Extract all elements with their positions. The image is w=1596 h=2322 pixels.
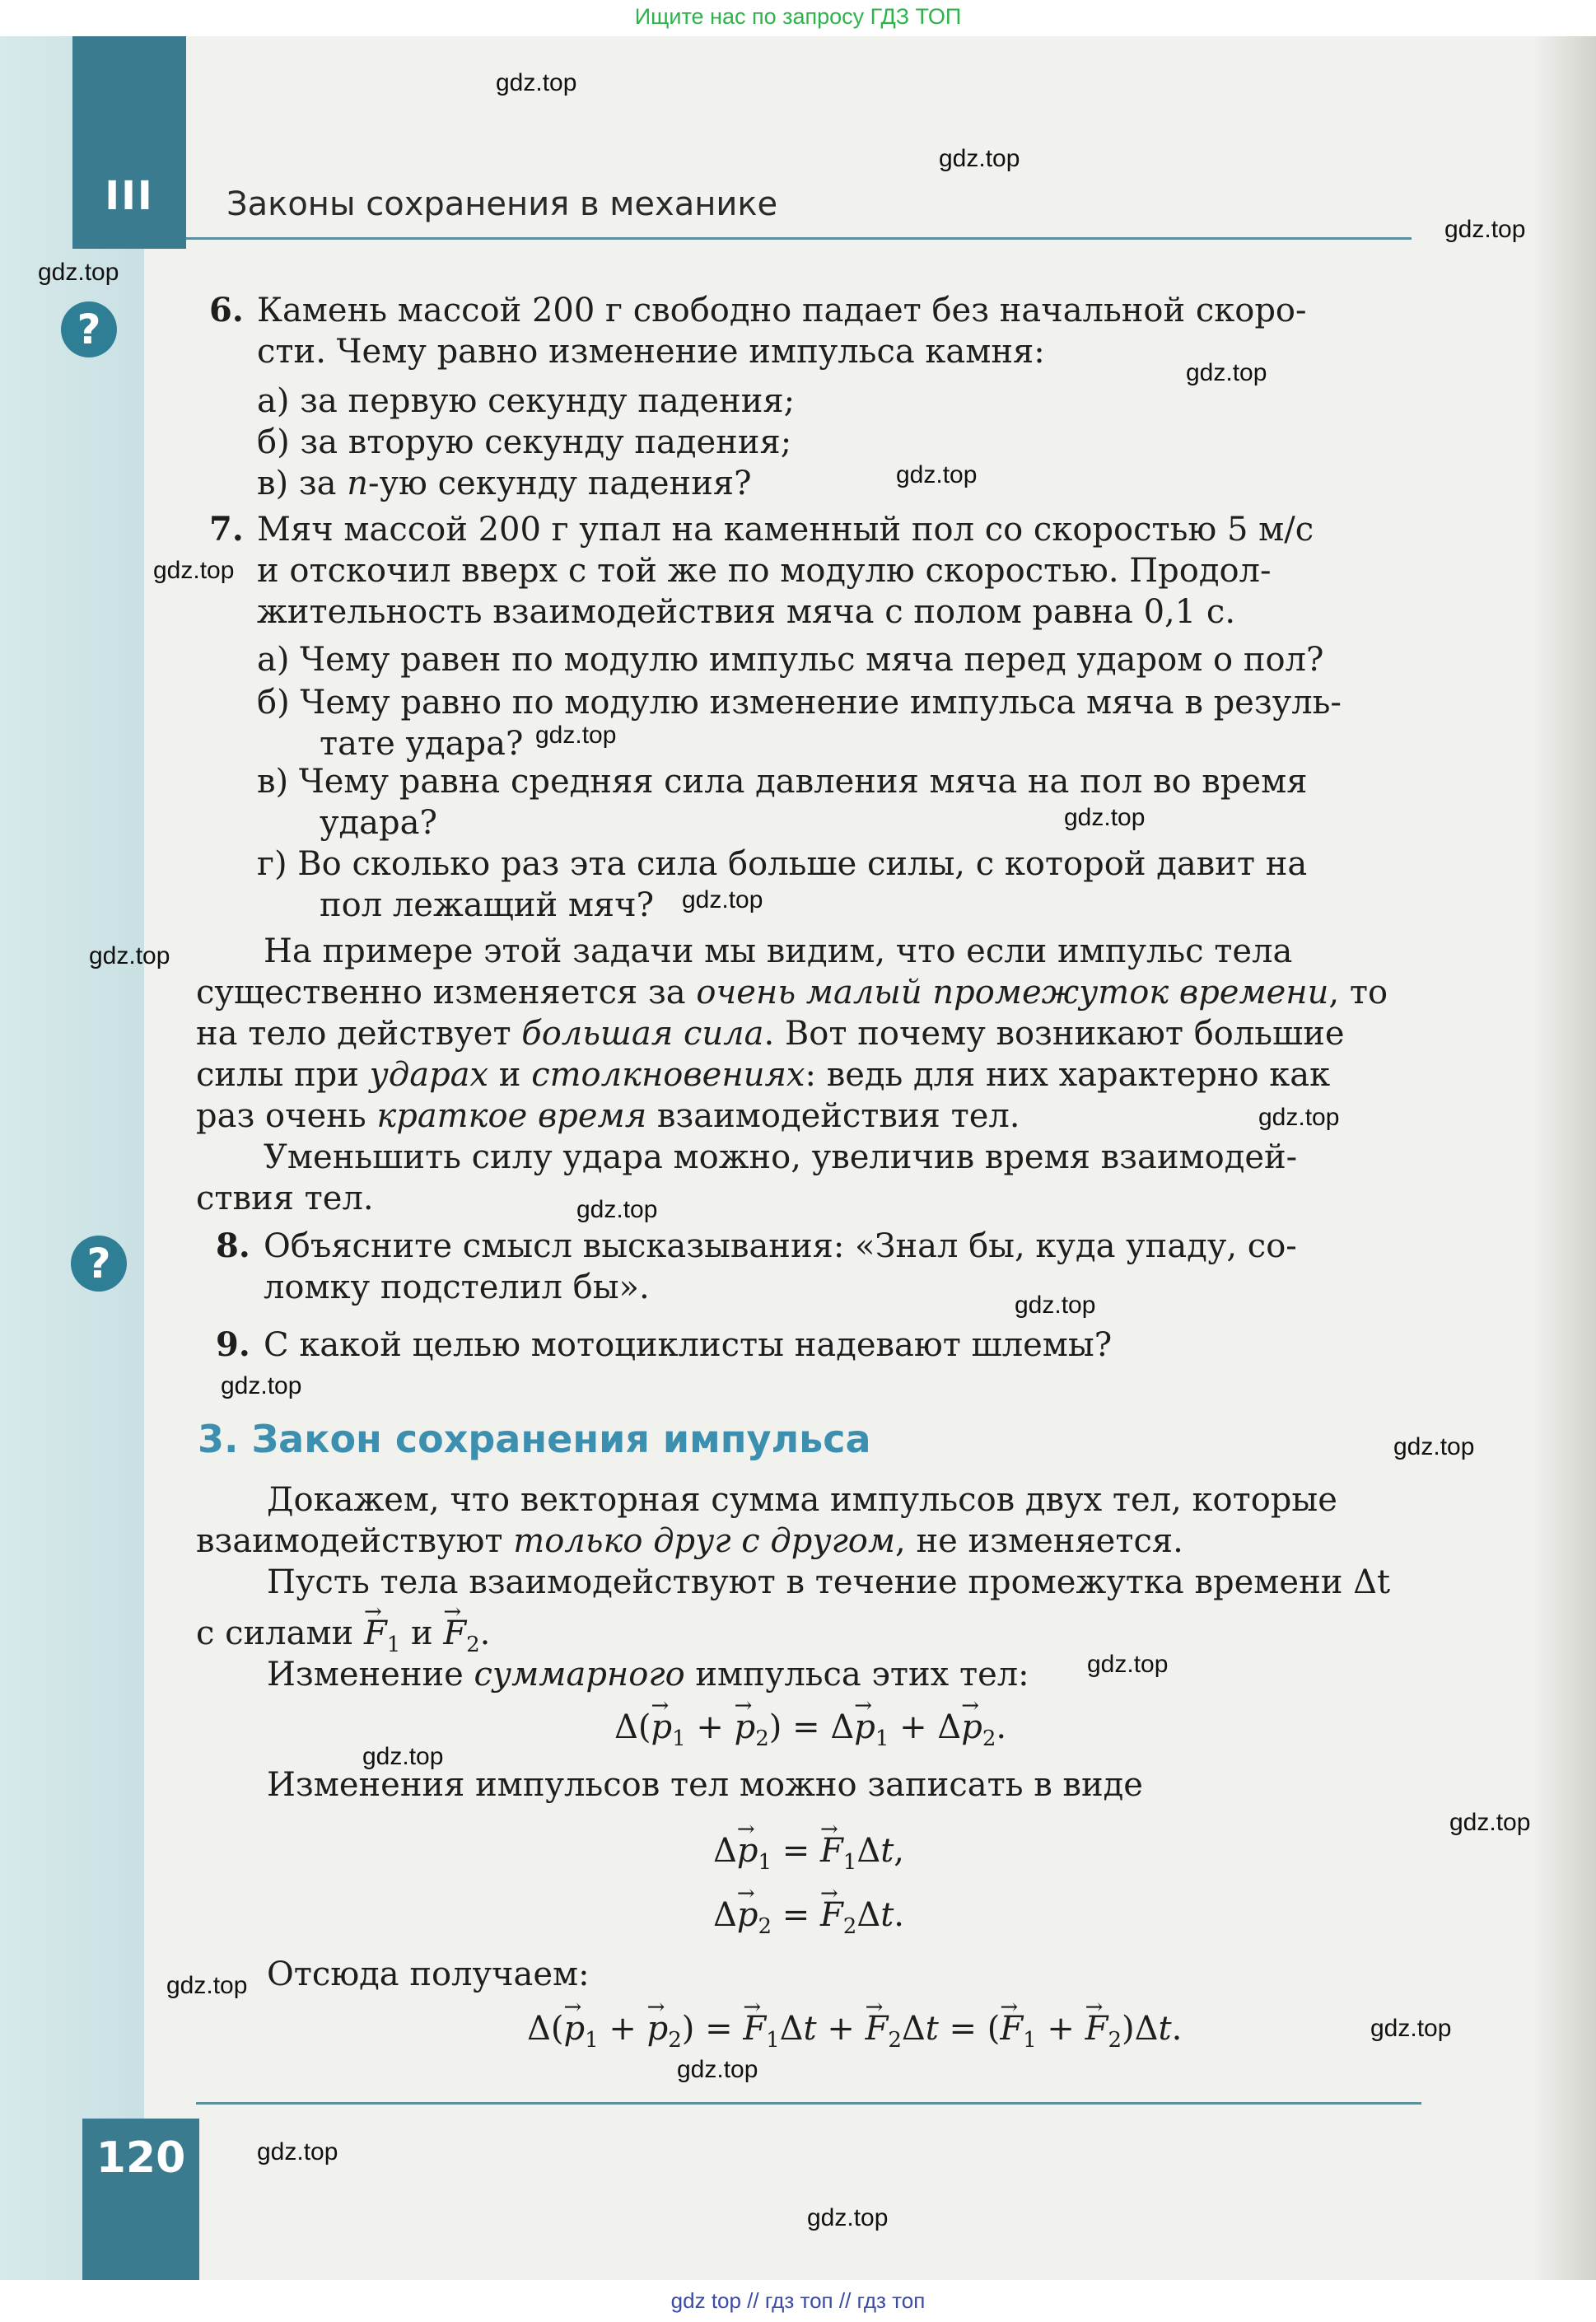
watermark: gdz.top: [677, 2056, 758, 2083]
question-icon: ?: [71, 1236, 127, 1292]
text-line: в) за n-ую секунду падения?: [257, 465, 752, 502]
formula: $\Delta\to p_1$ = → $F_1\Delta t$,: [713, 1830, 904, 1883]
chapter-number: III: [105, 173, 154, 219]
top-banner: Ищите нас по запросу ГДЗ ТОП: [634, 4, 962, 29]
watermark: gdz.top: [1087, 1651, 1169, 1678]
watermark: gdz.top: [896, 461, 978, 488]
text-line: существенно изменяется за очень малый промежуток времени, то: [196, 974, 1388, 1011]
bottom-banner: gdz top // гдз топ // гдз топ: [670, 2288, 926, 2313]
watermark: gdz.top: [807, 2204, 889, 2231]
text-line: б) за вторую секунду падения;: [257, 423, 792, 461]
text-line: Пусть тела взаимодействуют в течение промежутка времени Δt: [267, 1563, 1391, 1601]
question-number: 6.: [209, 291, 244, 329]
text-line: сти. Чему равно изменение импульса камня:: [257, 333, 1045, 371]
page-margin-band: [0, 36, 144, 2280]
text-line: и отскочил вверх с той же по модулю скоростью. Продол-: [257, 552, 1272, 590]
watermark: gdz.top: [535, 722, 617, 749]
watermark: gdz.top: [496, 69, 577, 96]
footer-rule: [196, 2102, 1421, 2105]
text-line: Уменьшить силу удара можно, увеличив время взаимодей-: [264, 1138, 1298, 1176]
header-rule: [186, 237, 1412, 240]
watermark: gdz.top: [1444, 216, 1526, 243]
text-line: удара?: [320, 804, 437, 842]
text-line: Изменение суммарного импульса этих тел:: [267, 1656, 1029, 1694]
section-title: 3. Закон сохранения импульса: [198, 1417, 871, 1461]
text-line: ломку подстелил бы».: [264, 1268, 650, 1306]
text-line: г) Во сколько раз эта сила больше силы, с которой давит на: [257, 845, 1308, 883]
text-line: в) Чему равна средняя сила давления мяча на пол во время: [257, 763, 1308, 801]
watermark: gdz.top: [1449, 1809, 1531, 1836]
watermark: gdz.top: [257, 2138, 338, 2165]
watermark: gdz.top: [1064, 804, 1146, 831]
watermark: gdz.top: [1370, 2015, 1452, 2042]
text-line: С какой целью мотоциклисты надевают шлемы?: [264, 1326, 1113, 1364]
question-number: 9.: [216, 1325, 250, 1364]
watermark: gdz.top: [362, 1743, 444, 1770]
text-line: б) Чему равно по модулю изменение импульса мяча в резуль-: [257, 684, 1342, 722]
watermark: gdz.top: [89, 942, 170, 969]
text-line: Отсюда получаем:: [267, 1955, 590, 1993]
formula: $\Delta(\to p_1$ + → $p_2$) = → $F_1\Delta t$ + → $F_2\Delta t$ = (→ $F_1$ + → $F_2)\Delta t$.: [527, 2008, 1182, 2061]
text-line: Камень массой 200 г свободно падает без начальной скоро-: [257, 292, 1307, 329]
text-line: силы при ударах и столкновениях: ведь для них характерно как: [196, 1056, 1331, 1094]
formula: $\Delta(\to p_1$ + → $p_2) = \Delta\to p_1 + \Delta\to p_2$.: [614, 1707, 1006, 1759]
watermark: gdz.top: [1393, 1433, 1475, 1460]
text-line: с силами → $F_1$ $и \to F_2$.: [196, 1613, 490, 1666]
page-number: 120: [96, 2133, 186, 2183]
text-line: ствия тел.: [196, 1180, 374, 1217]
text-line: раз очень краткое время взаимодействия тел.: [196, 1097, 1020, 1135]
watermark: gdz.top: [576, 1196, 658, 1223]
page-edge-shadow: [1532, 36, 1596, 2280]
text-line: пол лежащий мяч?: [320, 886, 655, 924]
watermark: gdz.top: [221, 1372, 302, 1399]
watermark: gdz.top: [166, 1972, 248, 1999]
text-line: тате удара?: [320, 725, 524, 763]
formula: $\Delta\to p_2$ = → $F_2\Delta t$.: [713, 1895, 904, 1947]
text-line: а) за первую секунду падения;: [257, 382, 796, 420]
chapter-title: Законы сохранения в механике: [226, 185, 778, 223]
text-line: Мяч массой 200 г упал на каменный пол со скоростью 5 м/с: [257, 511, 1314, 549]
text-line: На примере этой задачи мы видим, что если импульс тела: [264, 932, 1293, 970]
question-number: 8.: [216, 1226, 250, 1265]
text-line: на тело действует большая сила. Вот почему возникают большие: [196, 1015, 1345, 1053]
watermark: gdz.top: [153, 557, 235, 584]
text-line: Объясните смысл высказывания: «Знал бы, куда упаду, со-: [264, 1227, 1297, 1265]
text-line: Докажем, что векторная сумма импульсов двух тел, которые: [267, 1481, 1337, 1519]
watermark: gdz.top: [1258, 1104, 1340, 1131]
watermark: gdz.top: [939, 145, 1020, 172]
question-number: 7.: [209, 510, 244, 549]
text-line: жительность взаимодействия мяча с полом равна 0,1 с.: [257, 593, 1236, 631]
watermark: gdz.top: [1186, 359, 1267, 386]
watermark: gdz.top: [38, 259, 119, 286]
text-line: а) Чему равен по модулю импульс мяча перед ударом о пол?: [257, 641, 1324, 679]
text-line: Изменения импульсов тел можно записать в виде: [267, 1766, 1143, 1804]
watermark: gdz.top: [1015, 1292, 1096, 1319]
text-line: взаимодействуют только друг с другом, не изменяется.: [196, 1522, 1183, 1560]
question-icon: ?: [61, 301, 117, 357]
watermark: gdz.top: [682, 886, 763, 913]
